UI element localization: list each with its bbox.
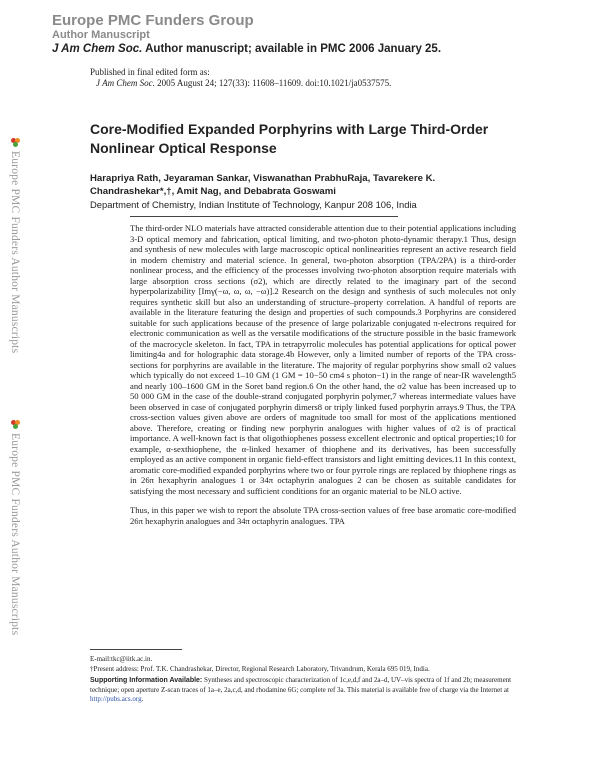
body-paragraph: Thus, in this paper we wish to report the absolute TPA cross-section values of free base aromatic core-modified 26π hexaphyrin analogues and 34π octaphyrin analogues. TPA [130,505,516,526]
side-banner-bottom [4,420,26,635]
side-banner-text: Europe PMC Funders Author Manuscripts [9,433,21,636]
supporting-info-text: Syntheses and spectroscopic characterization of 1c,e,d,f and 2a–d, UV–vis spectra of 1f and 2b; measurement technique; open aperture Z-scan traces of 1a–e, 2a,c,d, and rhodamine 6G; complete ref 3a. This material is available free of charge via the Internet at [90,676,512,694]
europe-pmc-logo-icon [11,420,20,429]
published-label: Published in final edited form as: [90,67,210,77]
divider [130,216,398,217]
manuscript-header [52,12,441,56]
side-banner-top [4,138,26,353]
footnote-supporting-info [90,676,514,703]
supporting-info-label: Supporting Information Available: [90,677,203,684]
article-body [130,223,516,526]
footnote-email: E-mail:tkc@iitk.ac.in. [90,655,153,663]
published-details: 2005 August 24; 127(33): 11608–11609. doi:10.1021/ja0537575. [157,78,392,88]
affiliation: Department of Chemistry, Indian Institute of Technology, Kanpur 208 106, India [90,199,417,210]
europe-pmc-logo-icon [11,138,20,147]
journal-citation [52,42,441,56]
journal-name: J Am Chem Soc. [52,43,143,55]
supporting-info-end: . [141,694,144,703]
body-paragraph: The third-order NLO materials have attracted considerable attention due to their potential applications including 3-D optical memory and fabrication, optical limiting, and two-photon photo-dynamic therapy.1 Thus, design and synthesis of new molecules with large macroscopic optical nonlinearities represent an active research field in modern chemistry and material science. In general, two-photon absorption (TPA/2PA) is a third-order nonlinear process, and the efficiency of the processes involving two-photon absorption require materials with large absorption cross sections (σ2), which are directly related to the imaginary part of the second hyperpolarizability [Imγ(−ω, ω, ω, −ω)].2 Research on the design and synthesis of such molecules not only requires synthetic skill but also an understanding of structure–property correlation. A handful of reports are available in the literature featuring the design and properties of such compounds.3 Porphyrins are considered suitable for such applications because of the presence of large polarizable conjugated π-electrons required for electronic communication as well as the versatile modifications of the structure possible in the basic framework of the macrocycle skeleton. In fact, TPA in tetrapyrrolic molecules has potential applications for optical power limiting4a and for holographic data storage.4b However, only a limited number of reports of the TPA cross-sections for porphyrins are available in the literature. The majority of regular porphyrins show small σ2 values which typically do not exceed 1–10 GM (1 GM = 10−50 cm4 s photon−1) in the range of near-IR wavelength5 and nearly 100–1600 GM in the Soret band region.6 On the other hand, the σ2 value has been increased up to 50 000 GM in the case of the double-strand conjugated porphyrin polymer,7 whereas intermediate values have been observed in case of conjugated porphyrin dimers8 or triply linked fused porphyrin arrays.9 Thus, the TPA cross-section values given above are orders of magnitude too small for most of the applications mentioned above. Therefore, creating or finding new porphyrin analogues with higher values of σ2 is of practical importance. A well-known fact is that oligothiophenes possess excellent electronic and optical properties;10 for example, α-sexthiophene, the α-linked hexamer of thiophene and its derivatives, has been successfully employed as an active component in organic field-effect transistors and light emitting devices.11 In this context, aromatic core-modified expanded porphyrins where two or four pyrrole rings are replaced by thiophene rings as in 26π hexaphyrin analogues 1 or 34π octaphyrin analogues 2 can be chosen as suitable candidates for satisfying the most necessary and sufficient conditions for an organic material to be NLO active. [130,223,516,496]
acs-link[interactable]: http://pubs.acs.org [90,694,142,703]
funders-group-title: Europe PMC Funders Group [52,12,254,29]
availability-text: Author manuscript; available in PMC 2006 January 25. [145,43,442,55]
footnote-divider [90,649,182,650]
published-info [90,67,391,89]
article-title: Core-Modified Expanded Porphyrins with Large Third-Order Nonlinear Optical Response [90,121,489,156]
author-list: Harapriya Rath, Jeyaraman Sankar, Viswanathan PrabhuRaja, Tavarekere K. Chandrashekar*,†, Amit Nag, and Debabrata Goswami [90,173,436,197]
footnote-present-address: †Present address: Prof. T.K. Chandrashekar, Director, Regional Research Laboratory, Trivandrum, Kerala 695 019, India. [90,665,430,673]
author-manuscript-label: Author Manuscript [52,29,150,41]
published-journal: J Am Chem Soc. [96,78,155,88]
side-banner-text: Europe PMC Funders Author Manuscripts [9,151,21,354]
